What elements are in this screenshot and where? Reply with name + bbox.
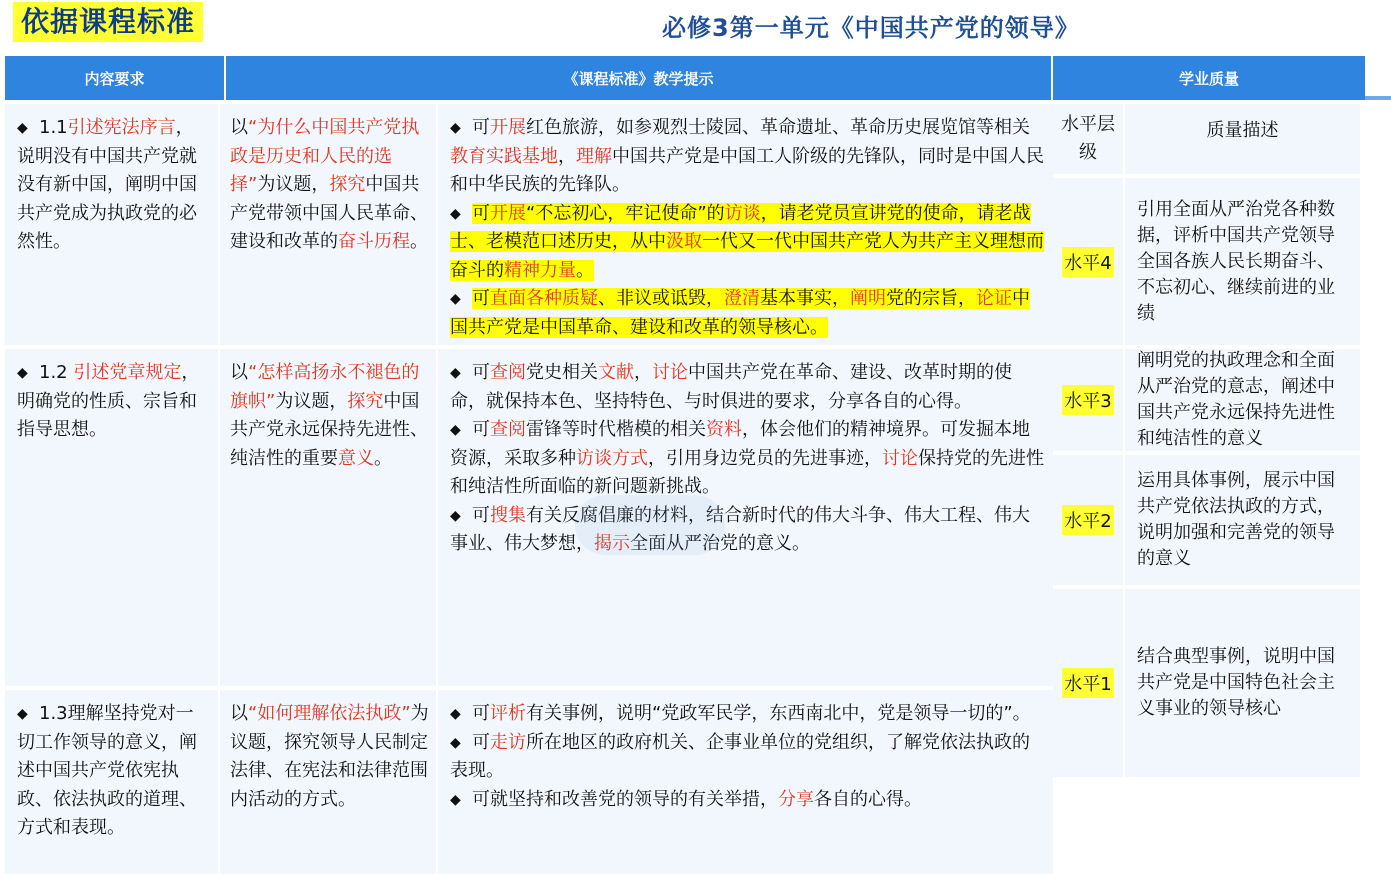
page-title: 依据课程标准	[13, 2, 203, 42]
diamond-bullet-icon: ◆	[450, 791, 461, 808]
level-description: 运用具体事例，展示中国共产党依法执政的方式，说明加强和完善党的领导的意义	[1137, 470, 1335, 569]
diamond-bullet-icon: ◆	[17, 120, 28, 136]
level-badge: 水平1	[1062, 668, 1113, 698]
requirement-cell: ◆ 1.1引述宪法序言，说明没有中国共产党就没有新中国，阐明中国共产党成为执政党的必然性。	[5, 104, 220, 345]
table-row	[5, 690, 1053, 874]
diamond-bullet-icon: ◆	[450, 734, 461, 751]
table-row	[5, 104, 1053, 345]
level-badge: 水平4	[1062, 247, 1113, 277]
hint-item: ◆ 可评析有关事例，说明“党政军民学，东西南北中，党是领导一切的”。	[450, 700, 1045, 729]
standards-table	[5, 100, 1365, 838]
hint-cell	[438, 104, 1053, 345]
hint-item: ◆ 可就坚持和改善党的领导的有关举措，分享各自的心得。	[450, 786, 1045, 815]
level-description: 结合典型事例，说明中国共产党是中国特色社会主义事业的领导核心	[1137, 646, 1335, 719]
diamond-bullet-icon: ◆	[450, 706, 461, 722]
topic-cell: 以“为什么中国共产党执政是历史和人民的选择”为议题，探究中国共产党带领中国人民革命、建设和改革的奋斗历程。	[220, 104, 438, 345]
diamond-bullet-icon: ◆	[17, 706, 28, 722]
hint-item: ◆ 可开展红色旅游，如参观烈士陵园、革命遗址、革命历史展览馆等相关教育实践基地，理解中国共产党是中国工人阶级的先锋队，同时是中国人民和中华民族的先锋队。	[450, 114, 1045, 200]
hint-item-highlighted: ◆ 可直面各种质疑、非议或诋毁，澄清基本事实，阐明党的宗旨，论证中国共产党是中国革命、建设和改革的领导核心。	[450, 285, 1045, 342]
hint-item: ◆ 可走访所在地区的政府机关、企事业单位的党组织，了解党依法执政的表现。	[450, 729, 1045, 786]
topic-cell: 以“怎样高扬永不褪色的旗帜”为议题，探究中国共产党永远保持先进性、纯洁性的重要意义。	[220, 349, 438, 686]
table-row	[5, 349, 1053, 686]
watermark-logo	[575, 495, 725, 555]
diamond-bullet-icon: ◆	[450, 291, 461, 307]
hint-item: ◆ 可查阅雷锋等时代楷模的相关资料，体会他们的精神境界。可发掘本地资源，采取多种访谈方式，引用身边党员的先进事迹，讨论保持党的先进性和纯洁性所面临的新问题新挑战。	[450, 416, 1045, 502]
level-badge: 水平3	[1062, 385, 1113, 415]
quality-header-row	[1053, 104, 1360, 174]
header-edge-line	[1365, 96, 1391, 100]
hint-cell	[438, 349, 1053, 686]
unit-subtitle: 必修3第一单元《中国共产党的领导》	[662, 14, 1080, 42]
diamond-bullet-icon: ◆	[450, 365, 461, 381]
level-description: 引用全面从严治党各种数据，评析中国共产党领导全国各族人民长期奋斗、不忘初心、继续前进的业绩	[1137, 198, 1335, 324]
header-teaching-hints: 《课程标准》教学提示	[226, 56, 1053, 100]
hint-cell	[438, 690, 1053, 874]
requirement-cell: ◆ 1.3理解坚持党对一切工作领导的意义，阐述中国共产党依宪执政、依法执政的道理、方式和表现。	[5, 690, 220, 874]
header-content-requirements: 内容要求	[5, 56, 226, 100]
diamond-bullet-icon: ◆	[450, 507, 461, 524]
requirement-cell: ◆ 1.2 引述党章规定，明确党的性质、宗旨和指导思想。	[5, 349, 220, 686]
diamond-bullet-icon: ◆	[450, 205, 461, 222]
quality-level-row	[1053, 455, 1360, 585]
hint-item: ◆ 可查阅党史相关文献，讨论中国共产党在革命、建设、改革时期的使命，就保持本色、坚持特色、与时俱进的要求，分享各自的心得。	[450, 359, 1045, 416]
quality-level-row	[1053, 178, 1360, 345]
header-academic-quality: 学业质量	[1053, 56, 1365, 100]
hint-item-highlighted: ◆ 可开展“不忘初心，牢记使命”的访谈，请老党员宣讲党的使命，请老战士、老模范口述历史，从中汲取一代又一代中国共产党人为共产主义理想而奋斗的精神力量。	[450, 200, 1045, 286]
quality-desc-heading: 质量描述	[1206, 120, 1279, 141]
quality-level-row	[1053, 349, 1360, 451]
table-header	[5, 56, 1365, 100]
quality-level-heading: 水平层级	[1053, 104, 1125, 174]
level-description: 阐明党的执政理念和全面从严治党的意志，阐述中国共产党永远保持先进性和纯洁性的意义	[1137, 350, 1335, 449]
diamond-bullet-icon: ◆	[450, 120, 461, 136]
diamond-bullet-icon: ◆	[17, 365, 28, 381]
topic-cell: 以“如何理解依法执政”为议题，探究领导人民制定法律、在宪法和法律范围内活动的方式。	[220, 690, 438, 874]
level-badge: 水平2	[1062, 505, 1113, 535]
quality-level-row	[1053, 589, 1360, 777]
hint-item: ◆ 可搜集有关反腐倡廉的材料，结合新时代的伟大斗争、伟大工程、伟大事业、伟大梦想，揭示全面从严治党的意义。	[450, 502, 1045, 559]
diamond-bullet-icon: ◆	[450, 422, 461, 438]
